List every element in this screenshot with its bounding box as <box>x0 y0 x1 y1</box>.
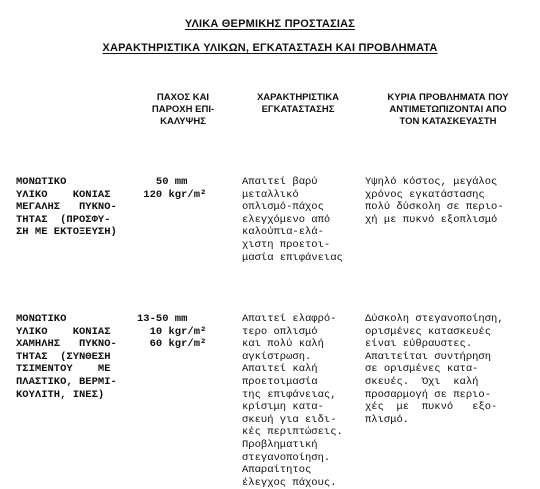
document-title: ΥΛΙΚΑ ΘΕΡΜΙΚΗΣ ΠΡΟΣΤΑΣΙΑΣ <box>184 18 356 30</box>
problems-cell: Υψηλό κόστος, μεγάλος χρόνος εγκατάστασης πολύ δύσκολη σε περιο- χή με πυκνό εξοπλισμό <box>365 176 504 226</box>
material-cell: ΜΟΝΩΤΙΚΟ ΥΛΙΚΟ ΚΟΝΙΑΣ ΧΑΜΗΛΗΣ ΠΥΚΝΟ- ΤΗΤΑΣ (ΣΥΝΘΕΣΗ ΤΣΙΜΕΝΤΟΥ ΜΕ ΠΛΑΣΤΙΚΟ, ΒΕΡΜΙ- ΚΟΥΛΙΤΗ, ΙΝΕΣ) <box>16 313 117 401</box>
problems-cell: Δύσκολη στεγανοποίηση, ορισμένες κατασκευές είναι εύθραυστες. Απαιτείται συντήρηση σε ορισμένες κατα- σκευές. Όχι καλή προσαρμογή σε περιο- χές με πυκνό εξο- πλισμό. <box>365 313 504 426</box>
installation-cell: Απαιτεί ελαφρό- τερο οπλισμό και πολύ καλή αγκίστρωση. Απαιτεί καλή προετοιμασία της επιφάνειας, κρίσιμη κατα- σκευή για ειδι- κές περιπτώσεις. Προβληματική στεγανοποίηση. Απαραίτητος έλεγχος πάχους. <box>242 313 343 489</box>
column-header-installation: ΧΑΡΑΚΤΗΡΙΣΤΙΚΑ ΕΓΚΑΤΑΣΤΑΣΗΣ <box>256 92 340 115</box>
thickness-cell: 13-50 mm 10 kgr/m² 60 kgr/m² <box>137 313 207 351</box>
installation-cell: Απαιτεί βαρύ μεταλλικό οπλισμό-πάχος ελεγχόμενο από καλούπια-ελά- χιστη προετοι- μασία επιφάνειας <box>242 176 343 264</box>
thickness-cell: 50 mm 120 kgr/m² <box>143 176 207 201</box>
document-subtitle: ΧΑΡΑΚΤΗΡΙΣΤΙΚΑ ΥΛΙΚΩΝ, ΕΓΚΑΤΑΣΤΑΣΗ ΚΑΙ ΠΡΟΒΛΗΜΑΤΑ <box>102 42 438 54</box>
material-cell: ΜΟΝΩΤΙΚΟ ΥΛΙΚΟ ΚΟΝΙΑΣ ΜΕΓΑΛΗΣ ΠΥΚΝΟ- ΤΗΤΑΣ (ΠΡΟΣΦΥ- ΣΗ ΜΕ ΕΚΤΟΞΕΥΣΗ) <box>16 176 117 239</box>
column-header-thickness: ΠΑΧΟΣ ΚΑΙ ΠΑΡΟΧΗ ΕΠΙ- ΚΑΛΥΨΗΣ <box>151 92 215 127</box>
column-header-problems: ΚΥΡΙΑ ΠΡΟΒΛΗΜΑΤΑ ΠΟΥ ΑΝΤΙΜΕΤΩΠΙΖΟΝΤΑΙ ΑΠΟ ΤΟΝ ΚΑΤΑΣΚΕΥΑΣΤΗ <box>387 92 509 127</box>
